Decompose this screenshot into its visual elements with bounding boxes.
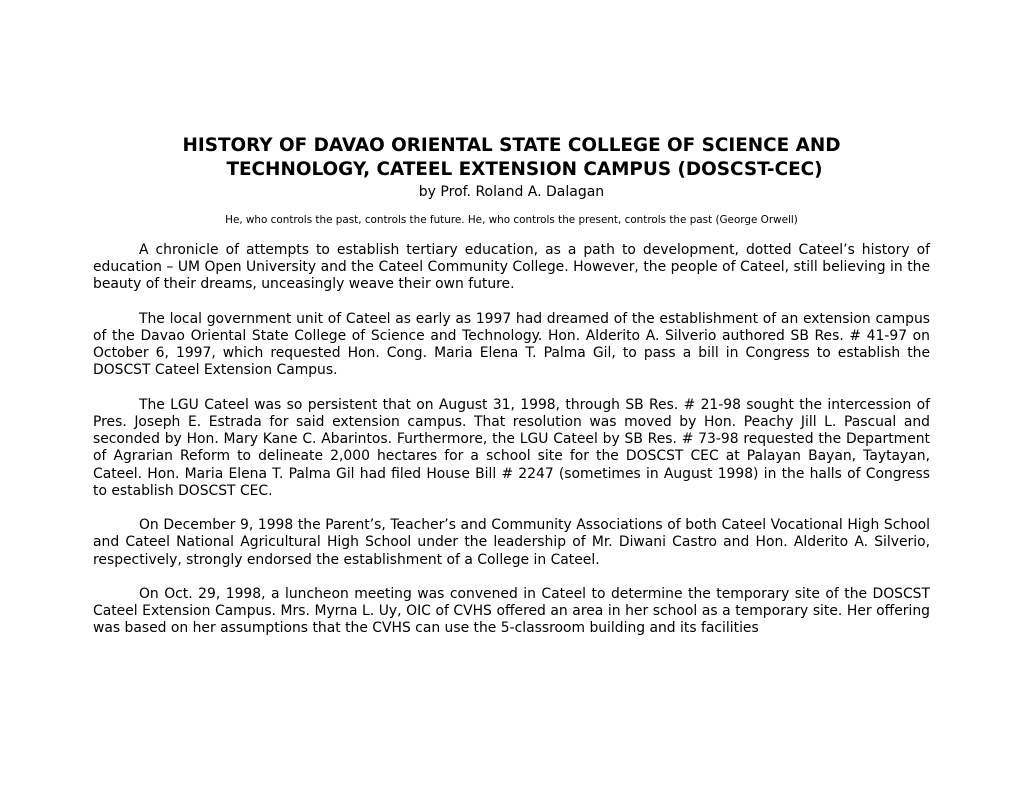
body-paragraph-3: The LGU Cateel was so persistent that on August 31, 1998, through SB Res. # 21-98 sought the intercession of Pres. Joseph E. Estrada for said extension campus. That resolution was moved by Hon. Peachy Jill L. Pascual and seconded by Hon. Mary Kane C. Abarintos. Furthermore, the LGU Cateel by SB Res. # 73-98 requested the Department of Agrarian Reform to delineate 2,000 hectares for a school site for the DOSCST CEC at Palayan Bayan, Taytayan, Cateel. Hon. Maria Elena T. Palma Gil had filed House Bill # 2247 (sometimes in August 1998) in the halls of Congress to establish DOSCST CEC. [93, 396, 930, 499]
title-line-2: TECHNOLOGY, CATEEL EXTENSION CAMPUS (DOSCST-CEC) [226, 159, 823, 180]
body-paragraph-2: The local government unit of Cateel as early as 1997 had dreamed of the establishment of an extension campus of the Davao Oriental State College of Science and Technology. Hon. Alderito A. Silverio authored SB Res. # 41-97 on October 6, 1997, which requested Hon. Cong. Maria Elena T. Palma Gil, to pass a bill in Congress to establish the DOSCST Cateel Extension Campus. [93, 310, 930, 379]
document-title [93, 134, 930, 182]
document-page [93, 134, 930, 638]
body-paragraph-5: On Oct. 29, 1998, a luncheon meeting was convened in Cateel to determine the temporary site of the DOSCST Cateel Extension Campus. Mrs. Myrna L. Uy, OIC of CVHS offered an area in her school as a temporary site. Her offering was based on her assumptions that the CVHS can use the 5-classroom building and its facilities [93, 586, 930, 637]
epigraph-quote: He, who controls the past, controls the future. He, who controls the present, controls the past (George Orwell) [225, 214, 798, 226]
body-paragraph-4: On December 9, 1998 the Parent’s, Teacher’s and Community Associations of both Cateel Vocational High School and Cateel National Agricultural High School under the leadership of Mr. Diwani Castro and Hon. Alderito A. Silverio, respectively, strongly endorsed the establishment of a College in Cateel. [93, 517, 930, 568]
author-byline: by Prof. Roland A. Dalagan [418, 184, 605, 200]
title-line-1: HISTORY OF DAVAO ORIENTAL STATE COLLEGE OF SCIENCE AND [182, 135, 841, 156]
body-paragraph-1: A chronicle of attempts to establish tertiary education, as a path to development, dotted Cateel’s history of education – UM Open University and the Cateel Community College. However, the people of Cateel, still believing in the beauty of their dreams, unceasingly weave their own future. [93, 242, 930, 293]
